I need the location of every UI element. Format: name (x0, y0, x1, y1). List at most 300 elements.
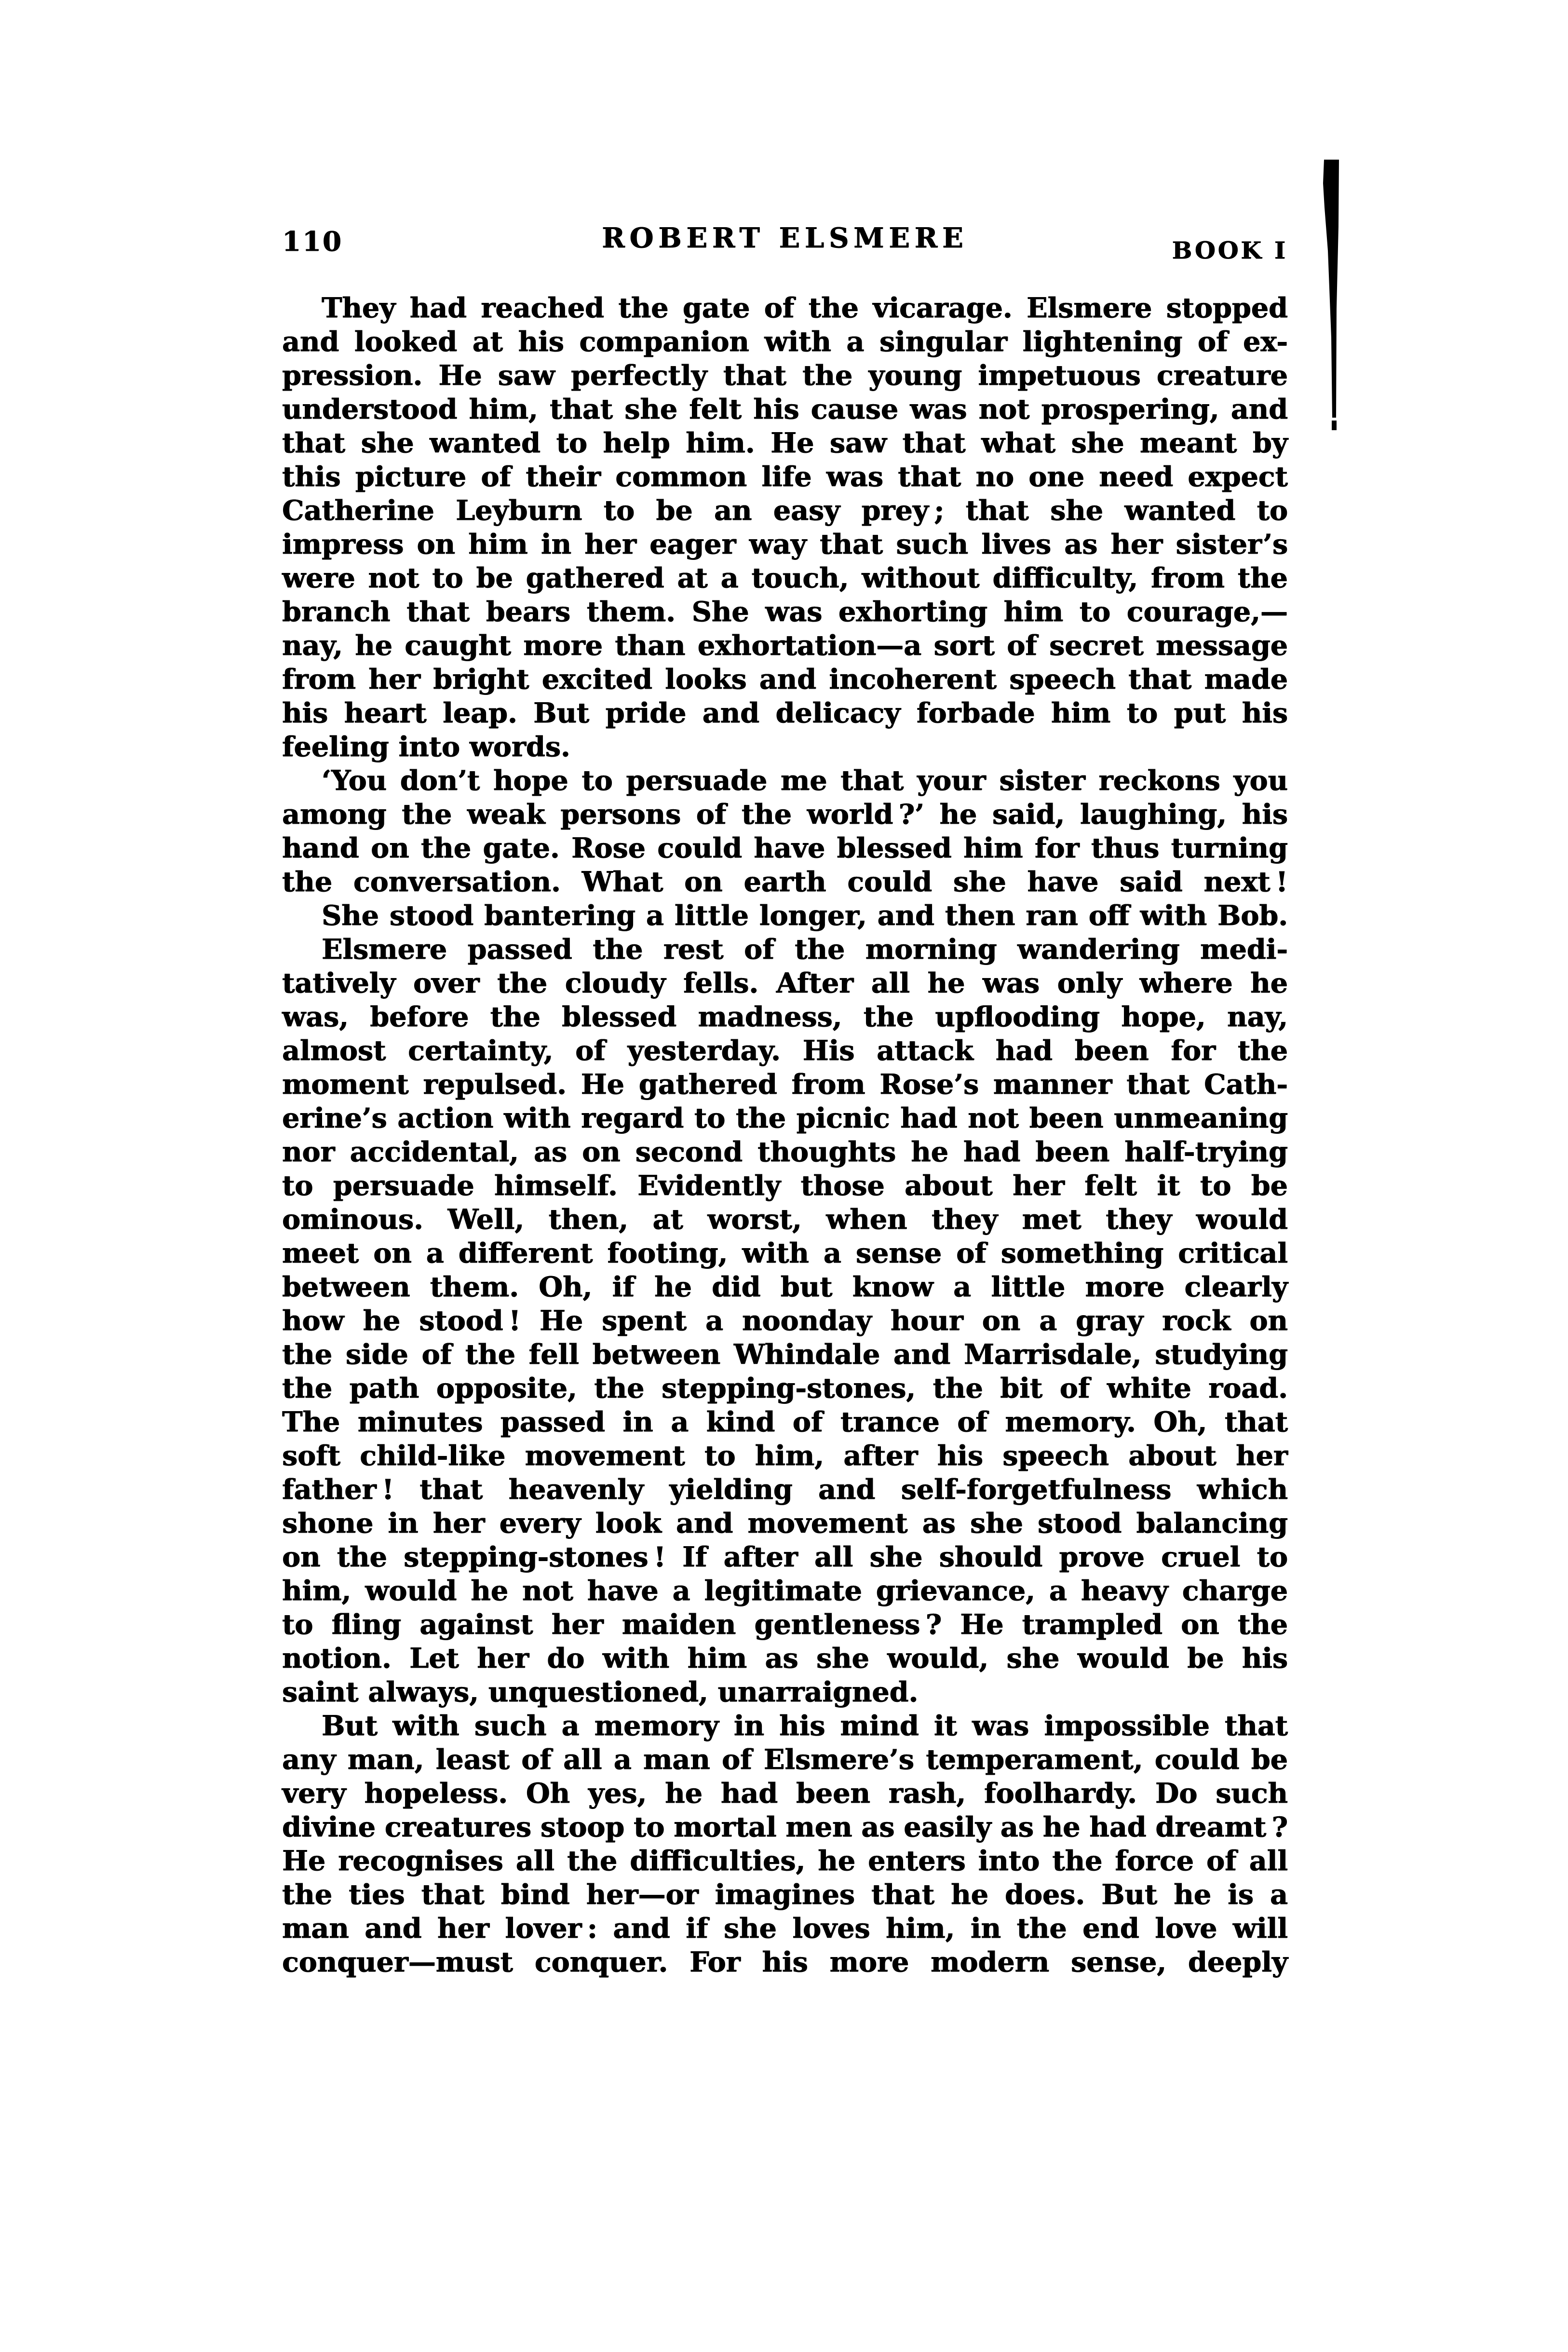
word: about (1128, 1440, 1217, 1472)
text-line (282, 291, 1288, 325)
word: meant (1140, 427, 1237, 459)
word: ominous. (282, 1203, 423, 1236)
word: that (421, 1878, 485, 1911)
word: a (823, 1237, 841, 1269)
word: of (722, 1743, 752, 1776)
word: her (1110, 528, 1163, 560)
word: speech (1009, 663, 1116, 695)
word: He (770, 427, 814, 459)
word: love (1155, 1912, 1217, 1944)
word: regard (581, 1102, 684, 1134)
word: deeply (1188, 1946, 1288, 1978)
text-line (282, 1912, 1288, 1945)
text-line: saint always, unquestioned, unarraigned. (282, 1676, 919, 1708)
word: Bob. (1217, 899, 1288, 932)
word: memory (594, 1710, 719, 1742)
word: If (682, 1541, 707, 1573)
word: almost (282, 1034, 386, 1067)
word: loves (792, 1912, 870, 1944)
word: easy (773, 494, 840, 527)
word: repulsed. (423, 1068, 567, 1101)
word: sort (933, 629, 995, 662)
word: met (1022, 1203, 1081, 1236)
word: stood ! (419, 1305, 521, 1337)
word: the (490, 1001, 541, 1033)
word: passed (500, 1406, 605, 1438)
word: Oh, (539, 1271, 593, 1303)
word: young (868, 359, 962, 392)
word: maiden (622, 1608, 736, 1641)
word: him (1003, 596, 1064, 628)
word: Oh, (1153, 1406, 1207, 1438)
word: and (877, 899, 934, 932)
word: the (802, 359, 853, 392)
word: clearly (1184, 1271, 1288, 1303)
word: little (991, 1271, 1066, 1303)
word: heart (344, 697, 427, 729)
word: and (365, 1912, 422, 1944)
word: forbade (916, 697, 1035, 729)
word: mortal (674, 1811, 777, 1843)
word: look (595, 1507, 662, 1539)
word: sister (999, 764, 1085, 797)
word: a (561, 1710, 580, 1742)
word: of (764, 292, 795, 324)
word: the (863, 1001, 914, 1033)
word: which (1197, 1473, 1288, 1506)
word: a (1270, 1878, 1288, 1911)
word: that (840, 764, 904, 797)
text-line (282, 764, 1288, 798)
word: Elsmere’s (763, 1743, 914, 1776)
word: persons (560, 798, 681, 830)
word: self-forgetfulness (901, 1473, 1172, 1506)
word: men (785, 1811, 852, 1843)
word: be (1187, 1642, 1224, 1674)
word: her (584, 528, 636, 560)
word: impetuous (978, 359, 1141, 392)
word: her (433, 1507, 485, 1539)
word: But (533, 697, 590, 729)
word: his (753, 393, 799, 425)
word: the (567, 1845, 618, 1877)
word: She (691, 596, 749, 628)
word: hand (282, 832, 359, 864)
word: He (438, 359, 482, 392)
word: not (968, 1102, 1019, 1134)
word: a (646, 899, 664, 932)
word: he (927, 967, 965, 999)
word: recognises (338, 1845, 503, 1877)
word: not (368, 562, 419, 594)
word: his (1242, 697, 1288, 729)
text-line (282, 359, 1288, 393)
word: madness, (698, 1001, 842, 1033)
word: man (643, 1743, 710, 1776)
word: conquer—must (282, 1946, 513, 1978)
word: critical (1178, 1237, 1288, 1269)
word: to (556, 427, 587, 459)
word: cause (811, 393, 899, 425)
word: foolhardy. (984, 1777, 1137, 1809)
word: him, (755, 1440, 825, 1472)
word: if (686, 1912, 708, 1944)
word: kind (706, 1406, 775, 1438)
word: more (1085, 1271, 1165, 1303)
word: gentleness ? (754, 1608, 942, 1641)
word: yesterday. (627, 1034, 781, 1067)
word: nor (282, 1136, 335, 1168)
word: on (282, 1541, 321, 1573)
word: at (472, 326, 503, 358)
word: eager (649, 528, 736, 560)
word: such (474, 1710, 547, 1742)
text-line (282, 426, 1288, 460)
word: trance (840, 1406, 940, 1438)
word: about (905, 1169, 993, 1202)
word: would, (887, 1642, 989, 1674)
word: he (471, 1575, 509, 1607)
word: the (282, 1372, 333, 1404)
text-line (282, 595, 1288, 629)
word: end (1082, 1912, 1139, 1944)
word: if (612, 1271, 635, 1303)
word: don’t (400, 764, 480, 797)
word: Whindale (733, 1338, 880, 1371)
word: nay, (282, 629, 343, 662)
word: at (652, 1203, 683, 1236)
word: was (826, 461, 883, 493)
text-line (282, 1743, 1288, 1777)
text-line (282, 1000, 1288, 1034)
word: For (689, 1946, 741, 1978)
word: least (435, 1743, 510, 1776)
word: as (1000, 1811, 1034, 1843)
word: longer, (759, 899, 867, 932)
word: her (368, 663, 420, 695)
word: should (939, 1541, 1043, 1573)
word: every (499, 1507, 581, 1539)
text-line (282, 966, 1288, 1000)
word: those (800, 1169, 885, 1202)
text-line (282, 1372, 1288, 1405)
word: as (1064, 528, 1098, 560)
word: courage,— (1126, 596, 1288, 628)
word: minutes (357, 1406, 483, 1438)
word: turning (1171, 832, 1288, 864)
word: on (371, 832, 409, 864)
word: the (465, 1338, 515, 1371)
word: a (672, 1575, 690, 1607)
word: yes, (588, 1777, 647, 1809)
word: have (587, 1575, 659, 1607)
word: was (972, 1710, 1029, 1742)
word: to (1200, 1169, 1231, 1202)
word: road. (1208, 1372, 1288, 1404)
word: laughing, (1080, 798, 1227, 830)
word: that (965, 494, 1029, 527)
word: that (406, 596, 470, 628)
word: could (1154, 1743, 1240, 1776)
word: impossible (1044, 1710, 1210, 1742)
word: second (635, 1136, 743, 1168)
word: the (741, 798, 792, 830)
word: his (762, 1946, 808, 1978)
word: stopped (1166, 292, 1288, 324)
word: he (654, 1271, 692, 1303)
word: for (1171, 1034, 1216, 1067)
word: in (970, 1912, 1001, 1944)
word: to (1257, 1541, 1288, 1573)
word: rash, (888, 1777, 966, 1809)
word: exhorting (838, 596, 987, 628)
word: a (671, 1406, 689, 1438)
word: of (481, 461, 511, 493)
word: could (657, 832, 742, 864)
word: how (282, 1305, 344, 1337)
word: the (594, 1372, 645, 1404)
word: that (282, 427, 346, 459)
word: rest (663, 933, 724, 965)
word: when (826, 1203, 907, 1236)
word: manner (993, 1068, 1112, 1101)
word: is (1228, 1878, 1254, 1911)
word: you (1233, 764, 1288, 797)
word: rock (1162, 1305, 1231, 1337)
word: a (846, 326, 865, 358)
word: hope (493, 764, 568, 797)
word: He (581, 1068, 624, 1101)
word: life (761, 461, 812, 493)
word: expect (1188, 461, 1288, 493)
word: side (345, 1338, 408, 1371)
text-line (282, 865, 1288, 899)
word: force (1115, 1845, 1194, 1877)
word: spent (602, 1305, 687, 1337)
word: had (409, 292, 467, 324)
word: been (1074, 1034, 1149, 1067)
word: companion (579, 326, 749, 358)
word: him (468, 528, 528, 560)
running-title: ROBERT ELSMERE (602, 222, 968, 254)
word: leap. (443, 697, 517, 729)
word: that (550, 393, 613, 425)
word: was (982, 967, 1040, 999)
word: morning (865, 933, 997, 965)
word: the (933, 1372, 983, 1404)
word: that (898, 461, 961, 493)
word: the (1052, 1845, 1103, 1877)
word: said (1120, 866, 1183, 898)
word: a (1039, 1305, 1057, 1337)
word: from (1151, 562, 1225, 594)
word: world ?’ (807, 798, 924, 830)
word: little (674, 899, 749, 932)
word: help (603, 427, 670, 459)
word: her—or (586, 1878, 699, 1911)
text-line (282, 899, 1288, 933)
word: erine’s (282, 1102, 387, 1134)
word: creature (1156, 359, 1288, 392)
word: and (676, 1507, 733, 1539)
word: cruel (1161, 1541, 1241, 1573)
word: sense, (1071, 1946, 1167, 1978)
word: the (618, 292, 669, 324)
word: her (477, 1642, 529, 1674)
word: against (419, 1608, 533, 1641)
word: put (1174, 697, 1226, 729)
word: hour (890, 1305, 963, 1337)
word: your (917, 764, 986, 797)
word: he (818, 1845, 856, 1877)
word: to (581, 764, 613, 797)
word: she (1050, 494, 1103, 527)
word: of (1206, 1845, 1237, 1877)
word: fells. (683, 967, 759, 999)
word: a (720, 562, 739, 594)
word: gathered (526, 562, 664, 594)
text-line (282, 1844, 1288, 1878)
word: Do (1155, 1777, 1198, 1809)
word: that (1128, 663, 1192, 695)
word: weak (467, 798, 545, 830)
word: looked (354, 326, 458, 358)
word: Cath- (1204, 1068, 1288, 1101)
word: path (349, 1372, 419, 1404)
word: said, (992, 798, 1065, 830)
word: to (1257, 494, 1288, 527)
word: him, (282, 1575, 351, 1607)
text-line (282, 1203, 1288, 1237)
word: bantering (484, 899, 635, 932)
word: soft (282, 1440, 340, 1472)
word: he (665, 1777, 703, 1809)
word: the (735, 1102, 786, 1134)
word: exhortation—a (697, 629, 922, 662)
word: different (458, 1237, 593, 1269)
word: The (282, 1406, 340, 1438)
word: with (602, 1642, 670, 1674)
word: would (1077, 1642, 1169, 1674)
word: him. (686, 427, 755, 459)
word: with (1140, 899, 1207, 932)
word: the (337, 1541, 387, 1573)
word: the (497, 967, 548, 999)
word: had (995, 1034, 1053, 1067)
word: he (911, 1136, 948, 1168)
word: difficulty, (992, 562, 1138, 594)
word: wanted (1124, 494, 1236, 527)
word: ex- (1243, 326, 1288, 358)
word: but (780, 1271, 833, 1303)
word: legitimate (704, 1575, 862, 1607)
word: memory. (1005, 1406, 1136, 1438)
word: be (656, 494, 693, 527)
word: such (896, 528, 969, 560)
word: of (1059, 1372, 1090, 1404)
word: the (282, 866, 333, 898)
word: Let (409, 1642, 459, 1674)
text-line (282, 1169, 1288, 1203)
word: be (476, 562, 513, 594)
word: them. (430, 1271, 519, 1303)
text-line (282, 325, 1288, 359)
word: temperament, (926, 1743, 1143, 1776)
word: attack (877, 1034, 973, 1067)
word: it (933, 1710, 957, 1742)
word: with (392, 1710, 460, 1742)
word: blessed (562, 1001, 677, 1033)
word: his (518, 326, 564, 358)
word: stood (1037, 1507, 1122, 1539)
word: she (869, 1541, 923, 1573)
word: the (808, 292, 859, 324)
word: speech (1002, 1440, 1109, 1472)
word: mind (840, 1710, 919, 1742)
word: as (922, 1507, 956, 1539)
word: without (862, 562, 980, 594)
word: saw (829, 427, 887, 459)
word: picture (355, 461, 467, 493)
word: in (622, 1406, 653, 1438)
word: of (421, 1338, 452, 1371)
word: studying (1155, 1338, 1288, 1371)
word: and (1230, 393, 1288, 425)
word: had (900, 1102, 958, 1134)
text-line (282, 1473, 1288, 1507)
word: and (702, 697, 760, 729)
word: for (1034, 832, 1080, 864)
word: she (624, 393, 678, 425)
text-line (282, 1574, 1288, 1608)
word: be (1251, 1169, 1288, 1202)
word: and (759, 663, 817, 695)
word: no (975, 461, 1014, 493)
word: of (792, 1406, 823, 1438)
word: reached (481, 292, 604, 324)
word: his (282, 697, 328, 729)
word: all (1249, 1845, 1288, 1877)
word: between (282, 1271, 410, 1303)
word: trampled (1022, 1608, 1162, 1641)
word: Well, (447, 1203, 525, 1236)
word: father ! (282, 1473, 394, 1506)
word: him (1051, 697, 1111, 729)
word: reckons (1098, 764, 1220, 797)
word: of (956, 1237, 987, 1269)
body-text (282, 291, 1288, 1979)
word: in (388, 1507, 419, 1539)
word: Evidently (637, 1169, 781, 1202)
word: such (1216, 1777, 1288, 1809)
text-line (282, 1709, 1288, 1743)
word: do (547, 1642, 585, 1674)
word: she (1006, 1642, 1060, 1674)
text-line (282, 561, 1288, 595)
text-line (282, 1034, 1288, 1068)
word: of (744, 933, 774, 965)
word: did (712, 1271, 761, 1303)
word: her (437, 1912, 489, 1944)
word: with (764, 326, 831, 358)
text-line (282, 1338, 1288, 1372)
word: they (1106, 1203, 1172, 1236)
text-line (282, 1439, 1288, 1473)
word: prove (1059, 1541, 1145, 1573)
word: she (1071, 427, 1124, 459)
word: passed (467, 933, 572, 965)
word: into (978, 1845, 1040, 1877)
